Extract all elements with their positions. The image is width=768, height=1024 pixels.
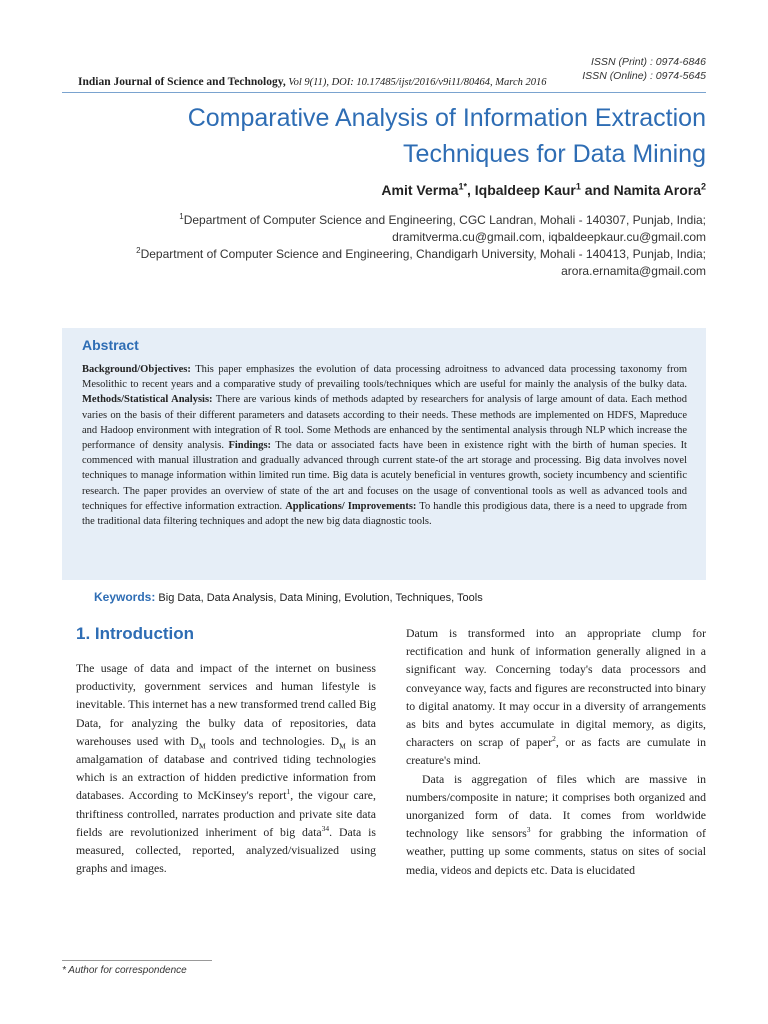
body-text: Datum is transformed into an appropriate clump for rectification and hunk of information generally aligned in a significant way. Concerning today's data processors and conveyance way, facts and figures are reconstructed into binary to digital anatomy. It may occur in a diversity of arrangements as bits and bytes accumulate in digital memory, as digits, characters on scrap of paper — [406, 626, 706, 750]
body-text: , or as facts are cumulate in creature's mind. — [406, 735, 706, 768]
body-column-right — [406, 624, 706, 879]
body-text: , the vigour care, thriftiness controlled, narrates production and private site data fields are revolutionized inheriment of big data — [76, 788, 376, 839]
author-affiliation-mark: 1* — [458, 181, 467, 192]
affiliation-1 — [86, 212, 706, 229]
abstract-findings-text: The data or associated facts have been in existence right with the birth of human species. It commenced with manual illustration and gradually advanced through current state-of the art storage and processing. Big data involves novel techniques to manage information within limited run time. Big data is acutely beneficial in ventures growth, society incumbency and scientific research. The paper provides an overview of state of the art and focuses on the usage of conventional tools as well as advanced tools and techniques for effective information extraction. — [82, 440, 687, 512]
keywords-label: Keywords: — [94, 590, 156, 604]
author-affiliation-mark: 1 — [575, 181, 581, 192]
issn-print: ISSN (Print) : 0974-6846 — [591, 56, 706, 68]
body-paragraph — [76, 659, 376, 877]
body-column-left — [76, 659, 376, 877]
body-text: The usage of data and impact of the internet on business productivity, government services and human lifestyle is inevitable. This internet has a new transformed trend called Big Data, for analyzing the bulky data of repositories, data warehouses used with D — [76, 661, 376, 748]
abstract-background-text: This paper emphasizes the evolution of data processing adroitness to advanced data processing taxonomy from Mesolithic to recent years and a comparative study of prevailing tools/techniques which are useful for mainly the analysis of the bulky data. — [82, 364, 687, 391]
citation-ref: 3 — [526, 825, 531, 835]
abstract-text — [82, 362, 687, 529]
body-paragraph — [406, 624, 706, 770]
author-affiliation-mark: 2 — [700, 181, 706, 192]
body-text: Data is aggregation of files which are massive in numbers/composite in nature; it comprises both organized and unorganized form of data. It comes from worldwide technology like sensors — [406, 771, 706, 841]
author-name: Iqbaldeep Kaur — [474, 182, 576, 198]
keywords — [94, 590, 483, 604]
citation-ref: 1 — [286, 787, 291, 797]
affiliation-text: Department of Computer Science and Engineering, CGC Landran, Mohali - 140307, Punjab, India; — [183, 213, 706, 227]
citation-ref: 34 — [321, 823, 330, 833]
abstract-applications-text: To handle this prodigious data, there is a need to upgrade from the traditional data filtering techniques and adopt the new big data diagnostic tools. — [82, 500, 687, 528]
citation-ref: 2 — [552, 734, 556, 744]
author-name: Amit Verma — [381, 182, 459, 198]
affiliation-text: Department of Computer Science and Engineering, Chandigarh University, Mohali - 140413, Punjab, India; — [140, 247, 706, 261]
affiliation-mark: 1 — [179, 212, 184, 221]
affiliation-mark: 2 — [136, 246, 141, 255]
issn-block — [582, 55, 706, 83]
subscript: M — [339, 741, 346, 751]
body-text: is an amalgamation of database and contrived tiding technologies which is an extraction of hidden predictive information from databases. According to McKinsey's report — [76, 733, 377, 803]
abstract-box — [62, 328, 706, 580]
abstract-background-label: Background/Objectives: — [82, 364, 191, 375]
header-rule — [62, 92, 706, 93]
body-text: for grabbing the information of weather, putting up some comments, status on sites of social media, videos and depicts etc. Data is elucidated — [406, 826, 706, 877]
abstract-methods-text: There are various kinds of methods adapted by researchers for analysis of large amount of data. Each method varies on the basis of their different parameters and datasets according to their needs. These methods are implemented on HDFS, Mapreduce and Hadoop environment with integration of R tool. Some Methods are enhanced by the sentimental analysis through NLP which increase the performance of density analysis. — [82, 394, 687, 452]
author-name: Namita Arora — [613, 182, 701, 198]
footnote-correspondence: * Author for correspondence — [62, 965, 187, 976]
affiliation-2-emails: arora.ernamita@gmail.com — [561, 264, 706, 278]
keywords-text: Big Data, Data Analysis, Data Mining, Evolution, Techniques, Tools — [155, 592, 483, 604]
affiliation-1-emails: dramitverma.cu@gmail.com, iqbaldeepkaur.cu@gmail.com — [392, 230, 706, 244]
journal-citation — [78, 76, 547, 88]
section-heading-introduction: 1. Introduction — [76, 624, 195, 643]
body-paragraph — [406, 770, 706, 879]
issn-online: ISSN (Online) : 0974-5645 — [582, 70, 706, 82]
author-list — [381, 182, 706, 198]
body-text: tools and technologies. D — [205, 733, 340, 748]
abstract-methods-label: Methods/Statistical Analysis: — [82, 394, 213, 406]
footnote-rule — [62, 960, 212, 961]
journal-details: Vol 9(11), DOI: 10.17485/ijst/2016/v9i11/80464, March 2016 — [285, 77, 547, 88]
journal-name: Indian Journal of Science and Technology, — [78, 76, 286, 88]
affiliation-2 — [86, 246, 706, 263]
abstract-findings-label: Findings: — [228, 440, 272, 452]
affiliations — [86, 212, 706, 280]
abstract-heading: Abstract — [82, 337, 139, 353]
body-text: . Data is measured, collected, reported, analyzed/visualized using graphs and images. — [76, 824, 376, 876]
paper-title: Comparative Analysis of Information Extraction Techniques for Data Mining — [187, 104, 706, 168]
abstract-applications-label: Applications/ Improvements: — [285, 500, 417, 512]
author-separator: , — [466, 182, 475, 198]
author-separator: and — [580, 182, 614, 198]
subscript: M — [198, 741, 206, 751]
